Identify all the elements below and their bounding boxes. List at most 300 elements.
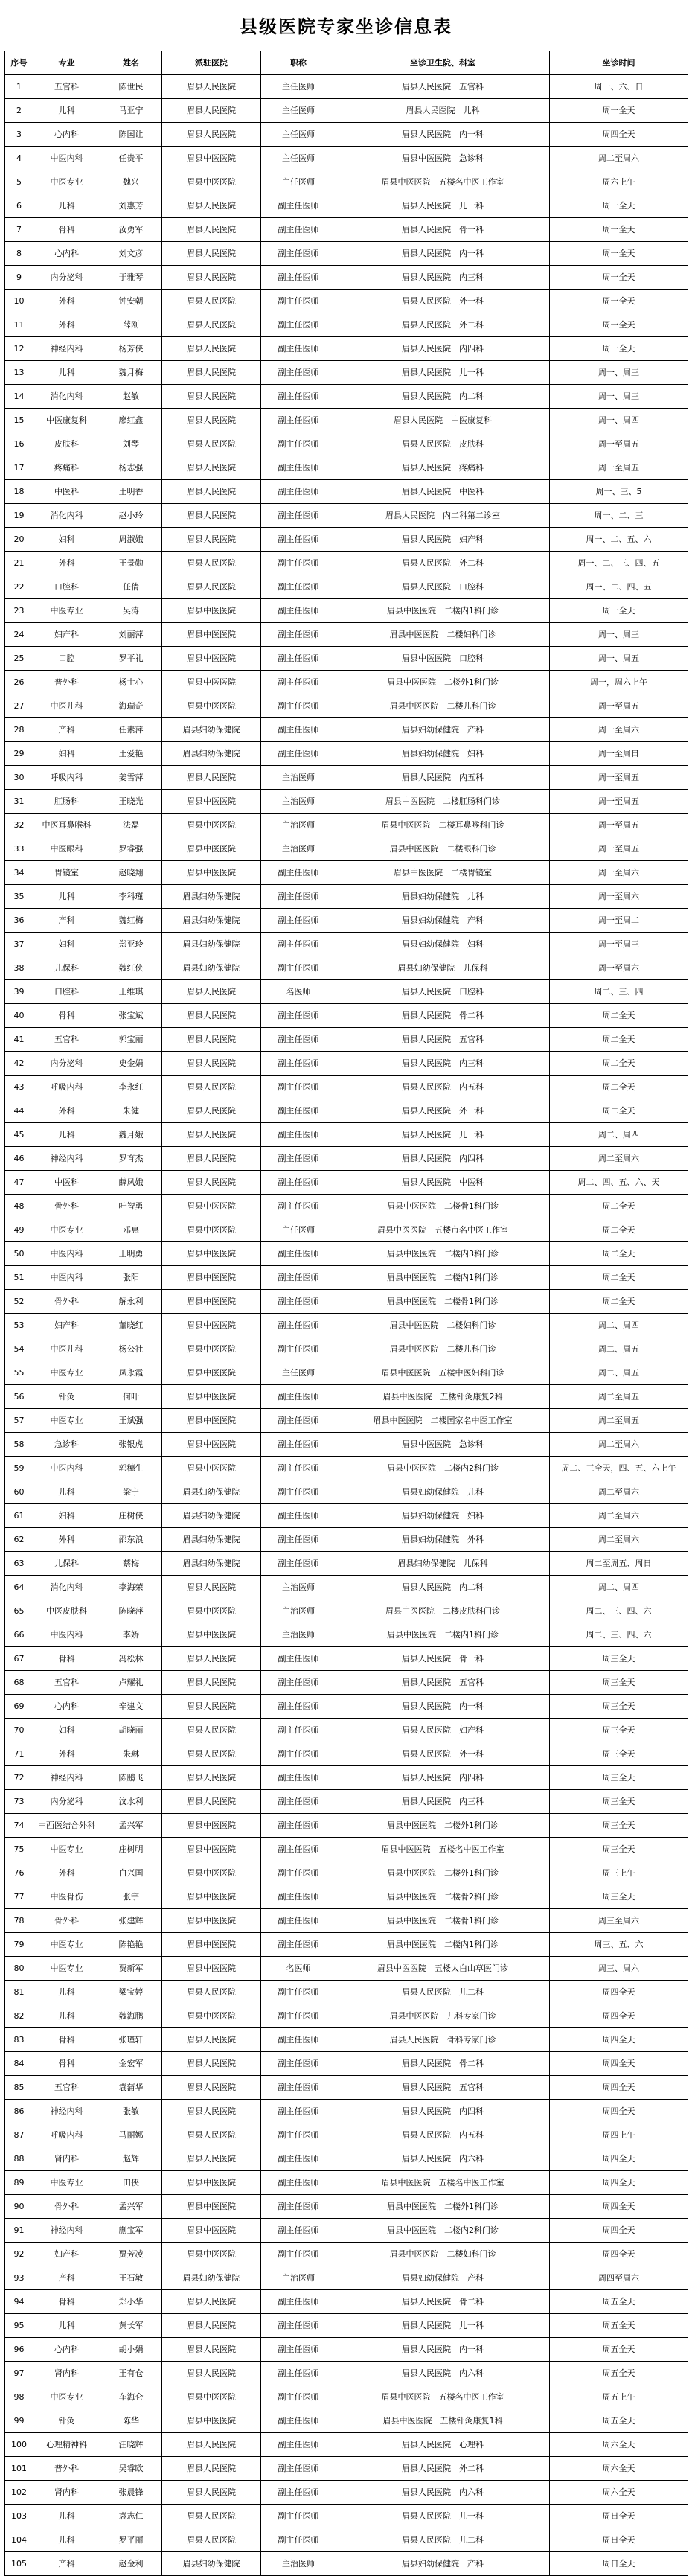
cell-name: 周淑娥 bbox=[100, 528, 162, 552]
cell-title: 副主任医师 bbox=[261, 2290, 336, 2314]
cell-location: 眉县人民医院 内二科 bbox=[336, 1576, 550, 1599]
cell-name: 王景勋 bbox=[100, 552, 162, 575]
cell-specialty: 心内科 bbox=[33, 242, 100, 266]
cell-index: 12 bbox=[5, 337, 33, 361]
cell-title: 副主任医师 bbox=[261, 1528, 336, 1552]
cell-hospital: 眉县妇幼保健院 bbox=[162, 1552, 261, 1576]
cell-name: 杨芳侠 bbox=[100, 337, 162, 361]
cell-name: 赵晓翔 bbox=[100, 861, 162, 885]
cell-hospital: 眉县妇幼保健院 bbox=[162, 718, 261, 742]
table-row bbox=[5, 1528, 688, 1552]
cell-index: 65 bbox=[5, 1599, 33, 1623]
cell-time: 周五全天 bbox=[550, 2314, 688, 2338]
cell-hospital: 眉县人民医院 bbox=[162, 75, 261, 99]
cell-name: 蒯宝军 bbox=[100, 2219, 162, 2243]
cell-hospital: 眉县人民医院 bbox=[162, 1076, 261, 1099]
cell-name: 马亚宁 bbox=[100, 99, 162, 123]
cell-title: 副主任医师 bbox=[261, 2528, 336, 2552]
cell-title: 副主任医师 bbox=[261, 1409, 336, 1433]
cell-name: 何叶 bbox=[100, 1385, 162, 1409]
cell-location: 眉县人民医院 外一科 bbox=[336, 1099, 550, 1123]
cell-hospital: 眉县中医医院 bbox=[162, 1957, 261, 1981]
cell-time: 周一、二、四、五 bbox=[550, 575, 688, 599]
cell-index: 43 bbox=[5, 1076, 33, 1099]
cell-name: 汪晓辉 bbox=[100, 2433, 162, 2457]
cell-hospital: 眉县中医医院 bbox=[162, 2171, 261, 2195]
table-row bbox=[5, 1218, 688, 1242]
cell-index: 67 bbox=[5, 1647, 33, 1671]
table-row bbox=[5, 1552, 688, 1576]
cell-location: 眉县人民医院 儿一科 bbox=[336, 361, 550, 385]
cell-location: 眉县人民医院 内二科 bbox=[336, 385, 550, 409]
cell-location: 眉县人民医院 内四科 bbox=[336, 2100, 550, 2123]
cell-time: 周一至周五 bbox=[550, 432, 688, 456]
cell-index: 40 bbox=[5, 1004, 33, 1028]
cell-time: 周三全天 bbox=[550, 1719, 688, 1742]
cell-index: 41 bbox=[5, 1028, 33, 1052]
cell-specialty: 呼吸内科 bbox=[33, 2123, 100, 2147]
cell-hospital: 眉县人民医院 bbox=[162, 2433, 261, 2457]
table-row bbox=[5, 313, 688, 337]
cell-specialty: 儿科 bbox=[33, 2505, 100, 2528]
cell-specialty: 中医科 bbox=[33, 1171, 100, 1195]
table-row bbox=[5, 1814, 688, 1838]
cell-index: 101 bbox=[5, 2457, 33, 2481]
cell-name: 吴涛 bbox=[100, 599, 162, 623]
cell-specialty: 外科 bbox=[33, 1099, 100, 1123]
cell-location: 眉县人民医院 内六科 bbox=[336, 2362, 550, 2385]
cell-location: 眉县妇幼保健院 儿保科 bbox=[336, 956, 550, 980]
table-row bbox=[5, 647, 688, 671]
table-row bbox=[5, 504, 688, 528]
cell-specialty: 皮肤科 bbox=[33, 432, 100, 456]
cell-name: 李永红 bbox=[100, 1076, 162, 1099]
cell-specialty: 肾内科 bbox=[33, 2362, 100, 2385]
cell-name: 袁蒲华 bbox=[100, 2076, 162, 2100]
table-row bbox=[5, 2147, 688, 2171]
table-row bbox=[5, 1766, 688, 1790]
table-row bbox=[5, 2171, 688, 2195]
cell-name: 王维琪 bbox=[100, 980, 162, 1004]
cell-index: 85 bbox=[5, 2076, 33, 2100]
cell-title: 副主任医师 bbox=[261, 1028, 336, 1052]
cell-name: 蔡梅 bbox=[100, 1552, 162, 1576]
cell-location: 眉县人民医院 内一科 bbox=[336, 1695, 550, 1719]
cell-time: 周一、二、三、四、五 bbox=[550, 552, 688, 575]
cell-title: 主任医师 bbox=[261, 99, 336, 123]
cell-time: 周三、周六 bbox=[550, 1957, 688, 1981]
cell-time: 周六全天 bbox=[550, 2457, 688, 2481]
cell-name: 于雅琴 bbox=[100, 266, 162, 290]
cell-specialty: 骨外科 bbox=[33, 1195, 100, 1218]
cell-location: 眉县人民医院 口腔科 bbox=[336, 980, 550, 1004]
cell-time: 周三全天 bbox=[550, 1790, 688, 1814]
cell-location: 眉县中医医院 二楼内3科门诊 bbox=[336, 1242, 550, 1266]
cell-hospital: 眉县中医医院 bbox=[162, 147, 261, 170]
cell-location: 眉县中医医院 二楼耳鼻喉科门诊 bbox=[336, 814, 550, 837]
cell-time: 周一至周三 bbox=[550, 933, 688, 956]
cell-specialty: 中医专业 bbox=[33, 1409, 100, 1433]
cell-specialty: 肾内科 bbox=[33, 2481, 100, 2505]
table-row bbox=[5, 456, 688, 480]
cell-title: 主治医师 bbox=[261, 2266, 336, 2290]
cell-title: 副主任医师 bbox=[261, 885, 336, 909]
cell-time: 周一至周二 bbox=[550, 909, 688, 933]
cell-title: 副主任医师 bbox=[261, 2100, 336, 2123]
cell-name: 刘文彦 bbox=[100, 242, 162, 266]
table-row bbox=[5, 623, 688, 647]
cell-location: 眉县人民医院 口腔科 bbox=[336, 575, 550, 599]
table-row bbox=[5, 1480, 688, 1504]
cell-specialty: 产科 bbox=[33, 718, 100, 742]
cell-time: 周二全天 bbox=[550, 1242, 688, 1266]
table-row bbox=[5, 1957, 688, 1981]
cell-location: 眉县人民医院 妇产科 bbox=[336, 1719, 550, 1742]
cell-specialty: 消化内科 bbox=[33, 504, 100, 528]
table-row bbox=[5, 1242, 688, 1266]
cell-location: 眉县中医医院 五楼太白山草医门诊 bbox=[336, 1957, 550, 1981]
cell-index: 35 bbox=[5, 885, 33, 909]
cell-name: 史金娟 bbox=[100, 1052, 162, 1076]
cell-name: 黄长军 bbox=[100, 2314, 162, 2338]
cell-time: 周二至周六 bbox=[550, 1147, 688, 1171]
cell-index: 1 bbox=[5, 75, 33, 99]
cell-location: 眉县中医医院 二楼眼科门诊 bbox=[336, 837, 550, 861]
cell-location: 眉县妇幼保健院 儿保科 bbox=[336, 1552, 550, 1576]
cell-index: 27 bbox=[5, 694, 33, 718]
cell-specialty: 中医专业 bbox=[33, 1957, 100, 1981]
cell-specialty: 中医内科 bbox=[33, 1623, 100, 1647]
cell-index: 96 bbox=[5, 2338, 33, 2362]
cell-index: 79 bbox=[5, 1933, 33, 1957]
cell-index: 68 bbox=[5, 1671, 33, 1695]
cell-location: 眉县人民医院 心理科 bbox=[336, 2433, 550, 2457]
cell-specialty: 妇科 bbox=[33, 1719, 100, 1742]
cell-location: 眉县妇幼保健院 儿科 bbox=[336, 885, 550, 909]
cell-index: 52 bbox=[5, 1290, 33, 1314]
cell-specialty: 中医眼科 bbox=[33, 837, 100, 861]
cell-name: 张银虎 bbox=[100, 1433, 162, 1457]
cell-name: 陈艳艳 bbox=[100, 1933, 162, 1957]
cell-hospital: 眉县中医医院 bbox=[162, 1599, 261, 1623]
cell-specialty: 心理精神科 bbox=[33, 2433, 100, 2457]
cell-hospital: 眉县中医医院 bbox=[162, 1885, 261, 1909]
cell-specialty: 口腔 bbox=[33, 647, 100, 671]
cell-specialty: 儿科 bbox=[33, 1981, 100, 2004]
cell-specialty: 中医专业 bbox=[33, 170, 100, 194]
cell-index: 104 bbox=[5, 2528, 33, 2552]
cell-time: 周二至周六 bbox=[550, 147, 688, 170]
cell-title: 副主任医师 bbox=[261, 2243, 336, 2266]
cell-time: 周三全天 bbox=[550, 1814, 688, 1838]
cell-time: 周四全天 bbox=[550, 2100, 688, 2123]
cell-location: 眉县中医医院 二楼骨2科门诊 bbox=[336, 1885, 550, 1909]
cell-name: 胡小娟 bbox=[100, 2338, 162, 2362]
cell-title: 主任医师 bbox=[261, 1361, 336, 1385]
cell-specialty: 儿科 bbox=[33, 2004, 100, 2028]
table-row bbox=[5, 1623, 688, 1647]
cell-index: 28 bbox=[5, 718, 33, 742]
cell-specialty: 儿保科 bbox=[33, 1552, 100, 1576]
cell-title: 副主任医师 bbox=[261, 1290, 336, 1314]
cell-hospital: 眉县人民医院 bbox=[162, 766, 261, 790]
cell-hospital: 眉县人民医院 bbox=[162, 2338, 261, 2362]
cell-specialty: 妇科 bbox=[33, 528, 100, 552]
cell-index: 82 bbox=[5, 2004, 33, 2028]
cell-hospital: 眉县人民医院 bbox=[162, 2147, 261, 2171]
cell-title: 主治医师 bbox=[261, 2552, 336, 2576]
cell-title: 副主任医师 bbox=[261, 1314, 336, 1337]
cell-title: 副主任医师 bbox=[261, 694, 336, 718]
cell-name: 罗平丽 bbox=[100, 2528, 162, 2552]
cell-hospital: 眉县中医医院 bbox=[162, 2409, 261, 2433]
cell-index: 16 bbox=[5, 432, 33, 456]
cell-specialty: 针灸 bbox=[33, 1385, 100, 1409]
cell-name: 庄树明 bbox=[100, 1838, 162, 1861]
cell-location: 眉县中医医院 二楼内2科门诊 bbox=[336, 2219, 550, 2243]
cell-time: 周二全天 bbox=[550, 1052, 688, 1076]
cell-hospital: 眉县人民医院 bbox=[162, 194, 261, 218]
cell-time: 周二至周六 bbox=[550, 1480, 688, 1504]
cell-time: 周日全天 bbox=[550, 2528, 688, 2552]
cell-time: 周二至周六 bbox=[550, 1433, 688, 1457]
cell-title: 副主任医师 bbox=[261, 1647, 336, 1671]
cell-name: 郑小华 bbox=[100, 2290, 162, 2314]
table-row bbox=[5, 2528, 688, 2552]
cell-time: 周一至周五 bbox=[550, 456, 688, 480]
cell-name: 孟兴军 bbox=[100, 1814, 162, 1838]
cell-title: 副主任医师 bbox=[261, 1099, 336, 1123]
table-row bbox=[5, 170, 688, 194]
cell-specialty: 消化内科 bbox=[33, 385, 100, 409]
cell-title: 副主任医师 bbox=[261, 1671, 336, 1695]
cell-name: 叶智勇 bbox=[100, 1195, 162, 1218]
cell-hospital: 眉县人民医院 bbox=[162, 1052, 261, 1076]
cell-location: 眉县人民医院 五官科 bbox=[336, 1671, 550, 1695]
cell-location: 眉县中医医院 二楼内1科门诊 bbox=[336, 599, 550, 623]
cell-name: 杨公社 bbox=[100, 1337, 162, 1361]
cell-location: 眉县中医医院 二楼骨1科门诊 bbox=[336, 1195, 550, 1218]
table-row bbox=[5, 1981, 688, 2004]
cell-specialty: 中医内科 bbox=[33, 147, 100, 170]
cell-name: 张建辉 bbox=[100, 1909, 162, 1933]
cell-location: 眉县中医医院 二楼内2科门诊 bbox=[336, 1457, 550, 1480]
cell-index: 100 bbox=[5, 2433, 33, 2457]
cell-title: 副主任医师 bbox=[261, 1742, 336, 1766]
cell-location: 眉县人民医院 儿一科 bbox=[336, 1123, 550, 1147]
cell-location: 眉县妇幼保健院 妇科 bbox=[336, 1504, 550, 1528]
cell-location: 眉县人民医院 儿一科 bbox=[336, 194, 550, 218]
table-row bbox=[5, 2195, 688, 2219]
cell-name: 魏兴 bbox=[100, 170, 162, 194]
cell-index: 78 bbox=[5, 1909, 33, 1933]
cell-hospital: 眉县中医医院 bbox=[162, 1266, 261, 1290]
cell-hospital: 眉县人民医院 bbox=[162, 2528, 261, 2552]
cell-time: 周一至周六 bbox=[550, 956, 688, 980]
cell-time: 周一、周三 bbox=[550, 361, 688, 385]
cell-specialty: 五官科 bbox=[33, 1671, 100, 1695]
cell-time: 周一至周五 bbox=[550, 814, 688, 837]
cell-index: 84 bbox=[5, 2052, 33, 2076]
cell-location: 眉县中医医院 二楼儿科门诊 bbox=[336, 694, 550, 718]
cell-time: 周四全天 bbox=[550, 123, 688, 147]
cell-specialty: 神经内科 bbox=[33, 1147, 100, 1171]
cell-location: 眉县中医医院 五楼名中医工作室 bbox=[336, 170, 550, 194]
cell-hospital: 眉县人民医院 bbox=[162, 552, 261, 575]
cell-hospital: 眉县人民医院 bbox=[162, 1147, 261, 1171]
cell-index: 95 bbox=[5, 2314, 33, 2338]
cell-hospital: 眉县中医医院 bbox=[162, 1195, 261, 1218]
cell-time: 周一、二、五、六 bbox=[550, 528, 688, 552]
cell-title: 副主任医师 bbox=[261, 409, 336, 432]
cell-location: 眉县人民医院 儿一科 bbox=[336, 2314, 550, 2338]
header-title: 职称 bbox=[261, 51, 336, 75]
table-row bbox=[5, 290, 688, 313]
table-row bbox=[5, 1671, 688, 1695]
cell-index: 74 bbox=[5, 1814, 33, 1838]
table-row bbox=[5, 1790, 688, 1814]
table-row bbox=[5, 99, 688, 123]
cell-name: 卢耀礼 bbox=[100, 1671, 162, 1695]
cell-title: 副主任医师 bbox=[261, 504, 336, 528]
cell-location: 眉县人民医院 中医科 bbox=[336, 1171, 550, 1195]
cell-hospital: 眉县人民医院 bbox=[162, 1766, 261, 1790]
cell-index: 11 bbox=[5, 313, 33, 337]
cell-index: 89 bbox=[5, 2171, 33, 2195]
cell-specialty: 中医康复科 bbox=[33, 409, 100, 432]
cell-title: 主任医师 bbox=[261, 123, 336, 147]
cell-hospital: 眉县妇幼保健院 bbox=[162, 1528, 261, 1552]
cell-index: 14 bbox=[5, 385, 33, 409]
cell-name: 贾芳凌 bbox=[100, 2243, 162, 2266]
table-row bbox=[5, 432, 688, 456]
cell-index: 9 bbox=[5, 266, 33, 290]
cell-index: 15 bbox=[5, 409, 33, 432]
cell-time: 周一至周六 bbox=[550, 718, 688, 742]
cell-specialty: 外科 bbox=[33, 552, 100, 575]
table-row bbox=[5, 837, 688, 861]
cell-name: 张晨锋 bbox=[100, 2481, 162, 2505]
cell-location: 眉县中医医院 二楼妇科门诊 bbox=[336, 2243, 550, 2266]
cell-index: 58 bbox=[5, 1433, 33, 1457]
cell-hospital: 眉县人民医院 bbox=[162, 1028, 261, 1052]
table-row bbox=[5, 766, 688, 790]
cell-location: 眉县中医医院 二楼外1科门诊 bbox=[336, 2195, 550, 2219]
cell-name: 张瑾轩 bbox=[100, 2028, 162, 2052]
cell-time: 周二、三全天，四、五、六上午 bbox=[550, 1457, 688, 1480]
table-row bbox=[5, 2290, 688, 2314]
table-row bbox=[5, 2219, 688, 2243]
table-row bbox=[5, 575, 688, 599]
cell-specialty: 呼吸内科 bbox=[33, 1076, 100, 1099]
table-row bbox=[5, 123, 688, 147]
cell-title: 副主任医师 bbox=[261, 575, 336, 599]
cell-hospital: 眉县中医医院 bbox=[162, 1290, 261, 1314]
cell-index: 81 bbox=[5, 1981, 33, 2004]
cell-index: 76 bbox=[5, 1861, 33, 1885]
cell-name: 魏月娥 bbox=[100, 1123, 162, 1147]
cell-title: 副主任医师 bbox=[261, 1814, 336, 1838]
cell-index: 3 bbox=[5, 123, 33, 147]
cell-name: 赵敏 bbox=[100, 385, 162, 409]
cell-index: 7 bbox=[5, 218, 33, 242]
cell-title: 主治医师 bbox=[261, 1576, 336, 1599]
table-row bbox=[5, 885, 688, 909]
cell-specialty: 神经内科 bbox=[33, 337, 100, 361]
cell-specialty: 骨外科 bbox=[33, 1290, 100, 1314]
cell-specialty: 产科 bbox=[33, 2266, 100, 2290]
cell-hospital: 眉县中医医院 bbox=[162, 790, 261, 814]
cell-name: 陈鹏飞 bbox=[100, 1766, 162, 1790]
cell-name: 刘丽萍 bbox=[100, 623, 162, 647]
cell-time: 周三全天 bbox=[550, 1838, 688, 1861]
cell-name: 白兴国 bbox=[100, 1861, 162, 1885]
cell-name: 魏红梅 bbox=[100, 909, 162, 933]
cell-time: 周四全天 bbox=[550, 2052, 688, 2076]
table-row bbox=[5, 980, 688, 1004]
cell-index: 91 bbox=[5, 2219, 33, 2243]
cell-name: 赵金利 bbox=[100, 2552, 162, 2576]
cell-time: 周一全天 bbox=[550, 242, 688, 266]
cell-index: 53 bbox=[5, 1314, 33, 1337]
table-row bbox=[5, 2076, 688, 2100]
table-row bbox=[5, 2004, 688, 2028]
cell-index: 69 bbox=[5, 1695, 33, 1719]
cell-time: 周六全天 bbox=[550, 2481, 688, 2505]
cell-time: 周一至周六 bbox=[550, 861, 688, 885]
cell-title: 副主任医师 bbox=[261, 1838, 336, 1861]
cell-location: 眉县中医医院 二楼皮肤科门诊 bbox=[336, 1599, 550, 1623]
cell-time: 周五全天 bbox=[550, 2362, 688, 2385]
cell-index: 60 bbox=[5, 1480, 33, 1504]
cell-location: 眉县中医医院 五楼名中医工作室 bbox=[336, 1838, 550, 1861]
table-row bbox=[5, 361, 688, 385]
cell-index: 17 bbox=[5, 456, 33, 480]
cell-location: 眉县中医医院 口腔科 bbox=[336, 647, 550, 671]
cell-name: 辛建文 bbox=[100, 1695, 162, 1719]
cell-title: 名医师 bbox=[261, 980, 336, 1004]
cell-hospital: 眉县中医医院 bbox=[162, 2243, 261, 2266]
cell-index: 45 bbox=[5, 1123, 33, 1147]
cell-hospital: 眉县人民医院 bbox=[162, 504, 261, 528]
cell-specialty: 骨外科 bbox=[33, 1909, 100, 1933]
cell-title: 副主任医师 bbox=[261, 647, 336, 671]
cell-name: 张宇 bbox=[100, 1885, 162, 1909]
table-row bbox=[5, 385, 688, 409]
cell-time: 周二至周五 bbox=[550, 1385, 688, 1409]
table-row bbox=[5, 909, 688, 933]
cell-specialty: 中医内科 bbox=[33, 1242, 100, 1266]
cell-index: 6 bbox=[5, 194, 33, 218]
cell-index: 2 bbox=[5, 99, 33, 123]
cell-hospital: 眉县人民医院 bbox=[162, 2123, 261, 2147]
header-time: 坐诊时间 bbox=[550, 51, 688, 75]
cell-hospital: 眉县中医医院 bbox=[162, 2219, 261, 2243]
cell-hospital: 眉县人民医院 bbox=[162, 99, 261, 123]
table-row bbox=[5, 2243, 688, 2266]
cell-specialty: 心内科 bbox=[33, 2338, 100, 2362]
cell-title: 主治医师 bbox=[261, 1623, 336, 1647]
cell-title: 副主任医师 bbox=[261, 2147, 336, 2171]
cell-location: 眉县人民医院 骨一科 bbox=[336, 1647, 550, 1671]
cell-title: 副主任医师 bbox=[261, 2219, 336, 2243]
table-row bbox=[5, 1314, 688, 1337]
cell-name: 郑亚玲 bbox=[100, 933, 162, 956]
cell-index: 71 bbox=[5, 1742, 33, 1766]
cell-location: 眉县中医医院 五楼名中医工作室 bbox=[336, 2171, 550, 2195]
cell-location: 眉县人民医院 内一科 bbox=[336, 123, 550, 147]
cell-location: 眉县妇幼保健院 产科 bbox=[336, 2266, 550, 2290]
